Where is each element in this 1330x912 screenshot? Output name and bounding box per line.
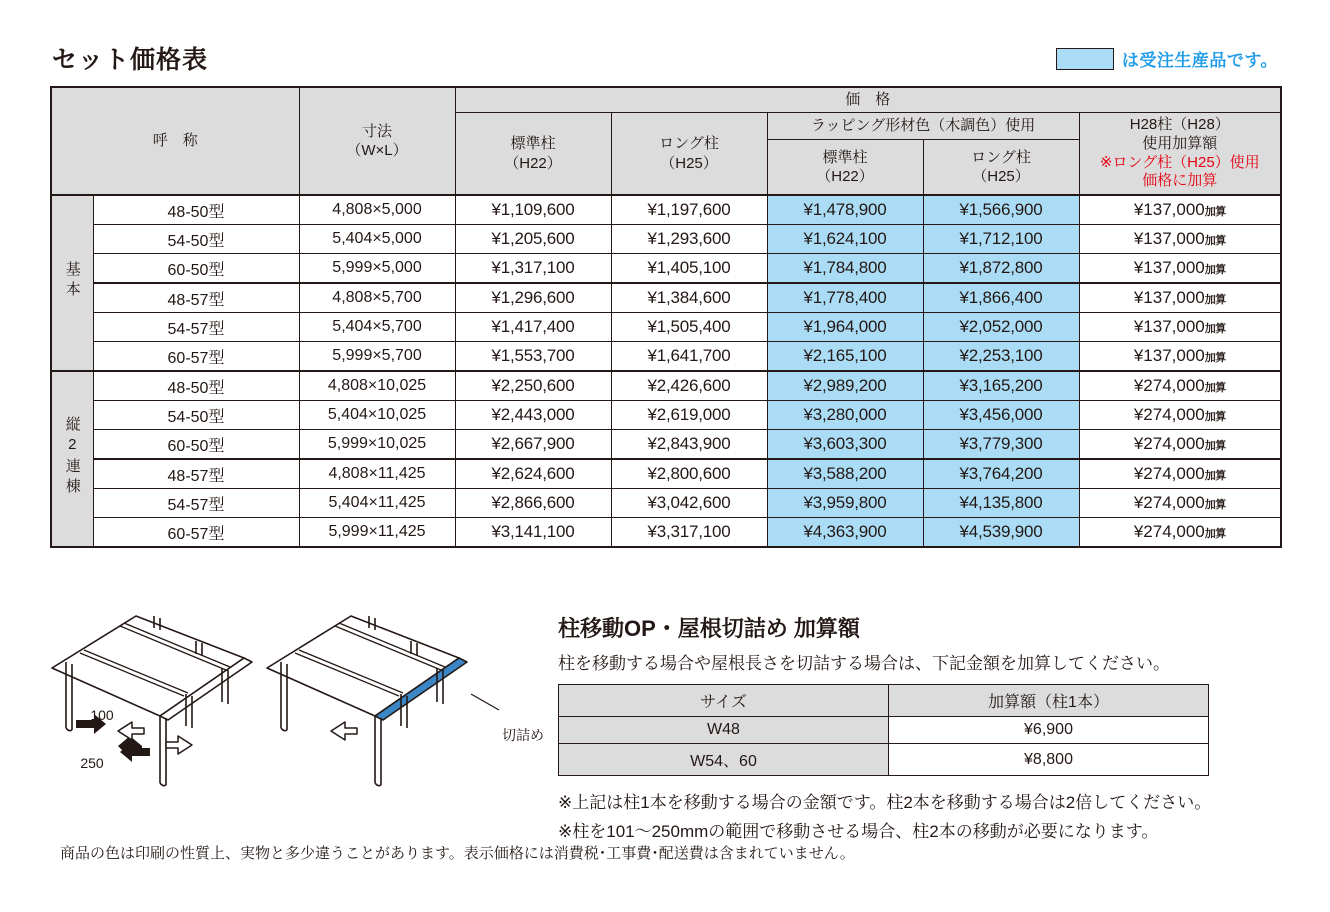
cell-price-wrap-standard: ¥3,959,800: [767, 489, 923, 518]
cell-price-standard: ¥2,624,600: [455, 459, 611, 489]
cell-price-long: ¥3,317,100: [611, 518, 767, 548]
table-row: [51, 313, 1281, 342]
cell-price-wrap-standard: ¥1,624,100: [767, 225, 923, 254]
th-wrap-long: [923, 140, 1079, 196]
cell-price-standard: ¥1,296,600: [455, 283, 611, 313]
option-cell-size: W48: [559, 717, 889, 744]
cell-dimension: 5,404×5,000: [299, 225, 455, 254]
table-row: [51, 342, 1281, 372]
th-dimension-line2: （W×L）: [346, 142, 408, 159]
legend: [1056, 46, 1278, 71]
table-row: [51, 401, 1281, 430]
cell-name: 54-50型: [93, 225, 299, 254]
th-dimension: [299, 87, 455, 195]
table-row: [51, 430, 1281, 460]
option-cell-size: W54、60: [559, 744, 889, 776]
diagram-label-trim: 切詰め: [502, 727, 544, 743]
cell-price-wrap-standard: ¥3,280,000: [767, 401, 923, 430]
diagram-label-100: 100: [90, 707, 114, 723]
cell-price-long: ¥2,619,000: [611, 401, 767, 430]
cell-price-standard: ¥2,866,600: [455, 489, 611, 518]
cell-price-standard: ¥1,317,100: [455, 254, 611, 284]
th-standard-post: [455, 113, 611, 196]
option-cell-amount: ¥8,800: [889, 744, 1209, 776]
cell-price-wrap-long: ¥1,866,400: [923, 283, 1079, 313]
cell-h28-add: ¥137,000加算: [1079, 195, 1281, 225]
th-name: 呼 称: [51, 87, 299, 195]
option-section: [558, 612, 1288, 846]
cell-price-long: ¥1,197,600: [611, 195, 767, 225]
cell-h28-add: ¥274,000加算: [1079, 371, 1281, 401]
th-dimension-line1: 寸法: [362, 122, 393, 140]
th-long-post-line2: （H25）: [660, 154, 718, 172]
cell-price-wrap-long: ¥3,456,000: [923, 401, 1079, 430]
th-wrap-standard-line2: （H22）: [816, 168, 874, 185]
cell-h28-add: ¥274,000加算: [1079, 518, 1281, 548]
carport-diagrams-svg: [44, 598, 544, 798]
cell-price-wrap-long: ¥1,872,800: [923, 254, 1079, 284]
cell-price-long: ¥1,405,100: [611, 254, 767, 284]
legend-color-swatch: [1056, 48, 1114, 70]
option-notes: [558, 788, 1288, 842]
cell-name: 48-50型: [93, 371, 299, 401]
cell-price-standard: ¥2,250,600: [455, 371, 611, 401]
cell-h28-add: ¥137,000加算: [1079, 313, 1281, 342]
table-row: [51, 518, 1281, 548]
cell-price-long: ¥2,800,600: [611, 459, 767, 489]
th-h28-line2: 使用加算額: [1142, 134, 1218, 152]
cell-name: 60-50型: [93, 254, 299, 284]
cell-dimension: 4,808×5,700: [299, 283, 455, 313]
cell-name: 60-57型: [93, 342, 299, 372]
table-row: [559, 744, 1209, 776]
arrow-outline-1: [118, 722, 144, 740]
option-th-size: サイズ: [559, 685, 889, 717]
option-note-1: ※上記は柱1本を移動する場合の金額です。柱2本を移動する場合は2倍してください。: [558, 793, 1212, 812]
cell-price-standard: ¥1,109,600: [455, 195, 611, 225]
th-h28: [1079, 113, 1281, 196]
price-table: [50, 86, 1282, 548]
cell-price-wrap-long: ¥4,135,800: [923, 489, 1079, 518]
cell-dimension: 5,404×5,700: [299, 313, 455, 342]
cell-name: 48-57型: [93, 459, 299, 489]
cell-price-standard: ¥1,205,600: [455, 225, 611, 254]
cell-price-long: ¥1,505,400: [611, 313, 767, 342]
cell-h28-add: ¥137,000加算: [1079, 283, 1281, 313]
table-row: [51, 254, 1281, 284]
cell-h28-add: ¥274,000加算: [1079, 430, 1281, 460]
cell-price-standard: ¥1,417,400: [455, 313, 611, 342]
cell-price-wrap-standard: ¥4,363,900: [767, 518, 923, 548]
cell-price-standard: ¥1,553,700: [455, 342, 611, 372]
th-wrap-standard-line1: 標準柱: [822, 148, 868, 166]
th-wrap-long-line2: （H25）: [972, 168, 1030, 185]
cell-name: 54-50型: [93, 401, 299, 430]
page-footnote: 商品の色は印刷の性質上、実物と多少違うことがあります。表示価格には消費税･工事費･配送費は含まれていません。: [60, 845, 855, 862]
th-h28-line3: ※ロング柱（H25）使用: [1099, 153, 1260, 171]
price-table-container: [50, 86, 1280, 548]
cell-price-standard: ¥2,667,900: [455, 430, 611, 460]
cell-price-long: ¥3,042,600: [611, 489, 767, 518]
th-long-post: [611, 113, 767, 196]
cell-price-wrap-standard: ¥2,989,200: [767, 371, 923, 401]
arrow-outline-3: [331, 722, 357, 740]
cell-h28-add: ¥137,000加算: [1079, 342, 1281, 372]
th-standard-post-line1: 標準柱: [510, 135, 556, 153]
cell-price-standard: ¥2,443,000: [455, 401, 611, 430]
table-row: [51, 195, 1281, 225]
cell-name: 60-57型: [93, 518, 299, 548]
arrow-solid-250: [118, 736, 150, 762]
table-row: [51, 283, 1281, 313]
price-table-body: [51, 195, 1281, 547]
table-row: [51, 371, 1281, 401]
cell-name: 48-57型: [93, 283, 299, 313]
cell-price-wrap-standard: ¥2,165,100: [767, 342, 923, 372]
cell-dimension: 5,404×11,425: [299, 489, 455, 518]
diagram-label-250: 250: [80, 755, 104, 771]
cell-price-standard: ¥3,141,100: [455, 518, 611, 548]
cell-price-wrap-standard: ¥1,478,900: [767, 195, 923, 225]
cell-price-long: ¥2,426,600: [611, 371, 767, 401]
table-row: [51, 225, 1281, 254]
cell-price-wrap-long: ¥1,712,100: [923, 225, 1079, 254]
cell-price-wrap-long: ¥1,566,900: [923, 195, 1079, 225]
th-h28-line1: H28柱（H28）: [1129, 116, 1230, 134]
cell-dimension: 4,808×11,425: [299, 459, 455, 489]
cell-price-wrap-long: ¥3,764,200: [923, 459, 1079, 489]
cell-price-wrap-long: ¥2,253,100: [923, 342, 1079, 372]
legend-label: は受注生産品です。: [1121, 51, 1278, 70]
cell-h28-add: ¥274,000加算: [1079, 459, 1281, 489]
cell-dimension: 4,808×5,000: [299, 195, 455, 225]
table-row: [559, 685, 1209, 717]
cell-h28-add: ¥137,000加算: [1079, 254, 1281, 284]
cell-name: 48-50型: [93, 195, 299, 225]
cell-price-long: ¥1,293,600: [611, 225, 767, 254]
cell-h28-add: ¥137,000加算: [1079, 225, 1281, 254]
cell-name: 54-57型: [93, 313, 299, 342]
cell-dimension: 5,999×10,025: [299, 430, 455, 460]
cell-price-long: ¥1,641,700: [611, 342, 767, 372]
cell-price-long: ¥1,384,600: [611, 283, 767, 313]
table-row: [51, 459, 1281, 489]
option-note-2: ※柱を101〜250mmの範囲で移動させる場合、柱2本の移動が必要になります。: [558, 822, 1159, 841]
cell-price-wrap-standard: ¥1,778,400: [767, 283, 923, 313]
cell-dimension: 5,999×5,700: [299, 342, 455, 372]
th-standard-post-line2: （H22）: [504, 154, 562, 172]
row-group-label-0: 基本: [51, 195, 93, 371]
cell-price-wrap-standard: ¥3,603,300: [767, 430, 923, 460]
cell-price-long: ¥2,843,900: [611, 430, 767, 460]
cell-price-wrap-long: ¥2,052,000: [923, 313, 1079, 342]
th-long-post-line1: ロング柱: [659, 135, 719, 153]
diagram-area: [44, 598, 544, 798]
option-price-table: [558, 684, 1209, 776]
cell-dimension: 5,999×11,425: [299, 518, 455, 548]
cell-price-wrap-long: ¥3,165,200: [923, 371, 1079, 401]
cell-price-wrap-standard: ¥3,588,200: [767, 459, 923, 489]
table-row: [51, 489, 1281, 518]
th-wrap-standard: [767, 140, 923, 196]
cell-dimension: 5,404×10,025: [299, 401, 455, 430]
cell-price-wrap-long: ¥4,539,900: [923, 518, 1079, 548]
price-table-head: [51, 87, 1281, 195]
page-title: セット価格表: [52, 46, 209, 74]
option-heading: 柱移動OP・屋根切詰め 加算額: [558, 616, 860, 641]
th-h28-line4: 価格に加算: [1142, 172, 1218, 190]
cell-price-wrap-long: ¥3,779,300: [923, 430, 1079, 460]
row-group-label-1: 縦2連棟: [51, 371, 93, 547]
option-th-amount: 加算額（柱1本）: [889, 685, 1209, 717]
cell-name: 60-50型: [93, 430, 299, 460]
th-wrapping-group: ラッピング形材色（木調色）使用: [767, 113, 1079, 140]
diagram-roof-trim: [267, 616, 499, 786]
th-price-group: 価 格: [455, 87, 1281, 113]
cell-name: 54-57型: [93, 489, 299, 518]
table-row: [559, 717, 1209, 744]
arrow-outline-2: [166, 736, 192, 754]
cell-h28-add: ¥274,000加算: [1079, 401, 1281, 430]
cell-dimension: 4,808×10,025: [299, 371, 455, 401]
cell-price-wrap-standard: ¥1,784,800: [767, 254, 923, 284]
option-cell-amount: ¥6,900: [889, 717, 1209, 744]
cell-price-wrap-standard: ¥1,964,000: [767, 313, 923, 342]
th-wrap-long-line1: ロング柱: [971, 148, 1031, 166]
cell-h28-add: ¥274,000加算: [1079, 489, 1281, 518]
option-lead-text: 柱を移動する場合や屋根長さを切詰する場合は、下記金額を加算してください。: [558, 654, 1170, 673]
cell-dimension: 5,999×5,000: [299, 254, 455, 284]
